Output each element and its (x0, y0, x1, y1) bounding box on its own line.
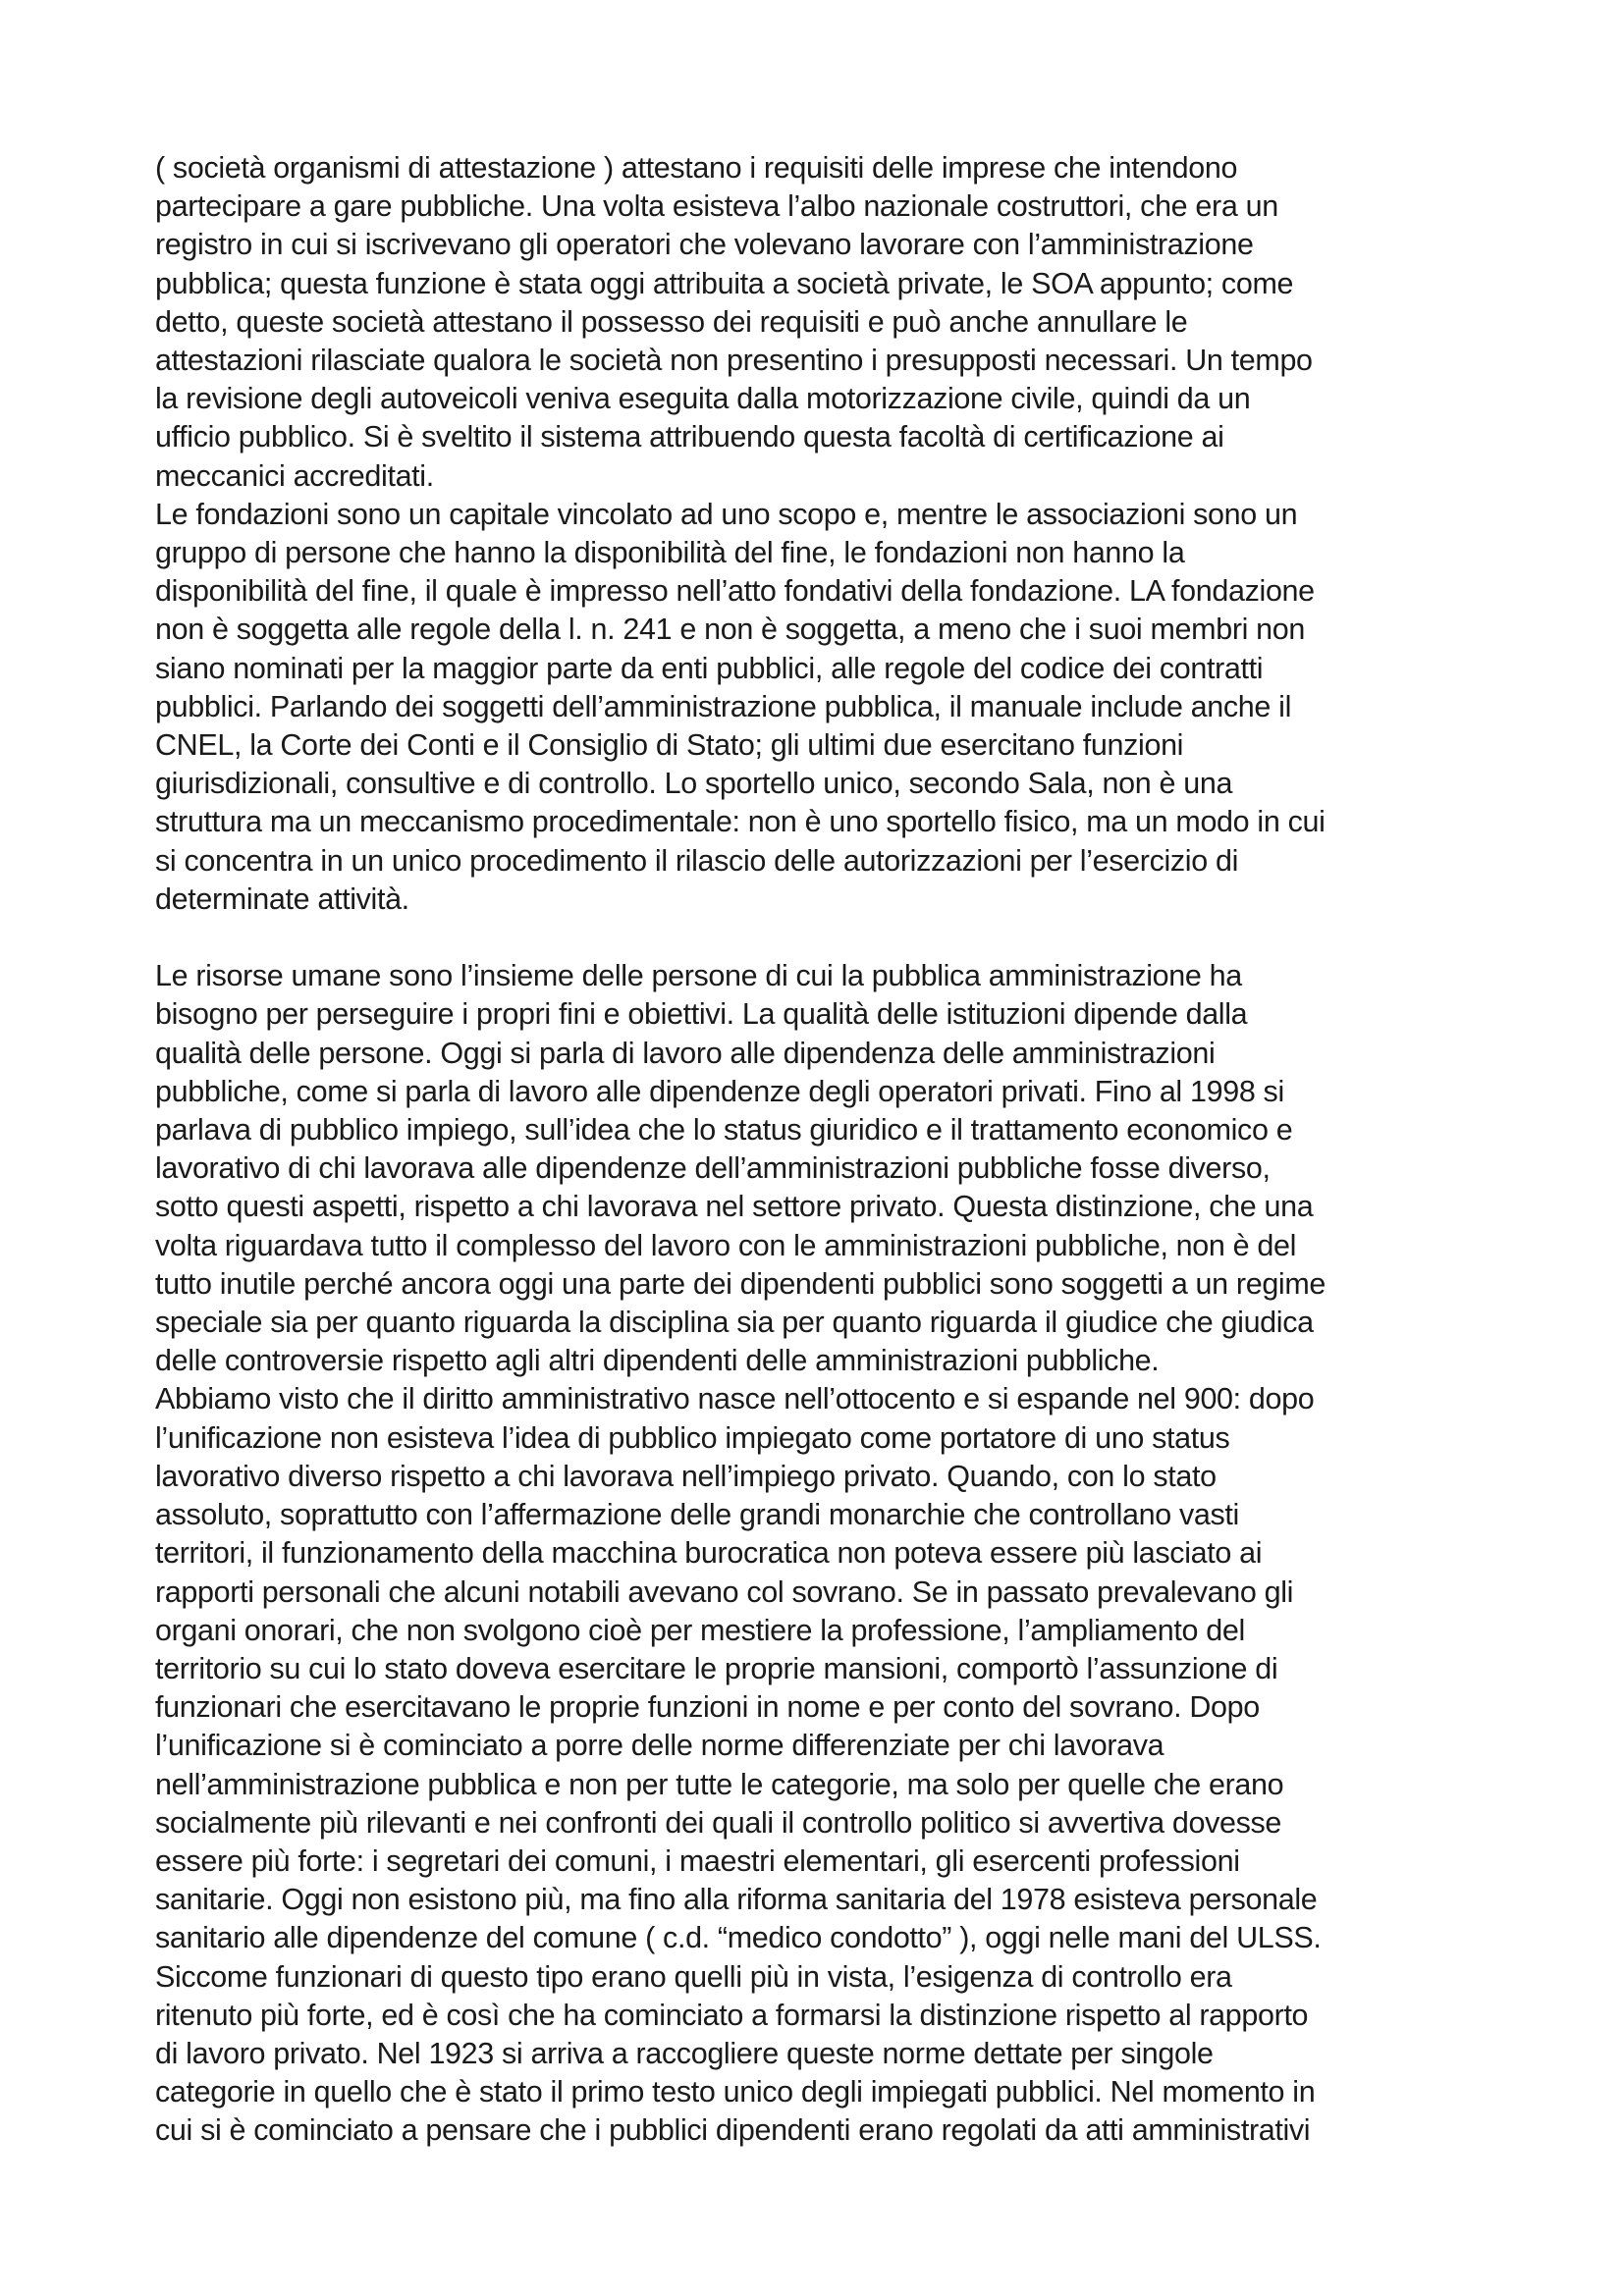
text-line: parlava di pubblico impiego, sull’idea che lo status giuridico e il trattamento economico e (155, 1113, 1293, 1148)
document-page (155, 149, 1483, 2151)
text-line: l’unificazione si è cominciato a porre delle norme differenziate per chi lavorava (155, 1729, 1164, 1763)
text-line: territori, il funzionamento della macchina burocratica non poteva essere più lasciato ai (155, 1536, 1263, 1571)
text-line: di lavoro privato. Nel 1923 si arriva a raccogliere queste norme dettate per singole (155, 2036, 1214, 2070)
text-line: attestazioni rilasciate qualora le società non presentino i presupposti necessari. Un tempo (155, 344, 1313, 378)
paragraph-fondazioni (155, 496, 1483, 919)
text-line: si concentra in un unico procedimento il rilascio delle autorizzazioni per l’esercizio di (155, 843, 1238, 878)
text-line: assoluto, soprattutto con l’affermazione delle grandi monarchie che controllano vasti (155, 1498, 1239, 1532)
text-line: ( società organismi di attestazione ) attestano i requisiti delle imprese che intendono (155, 151, 1238, 185)
text-line: cui si è cominciato a pensare che i pubblici dipendenti erano regolati da atti amministrativi (155, 2113, 1311, 2148)
text-line: Le fondazioni sono un capitale vincolato ad uno scopo e, mentre le associazioni sono un (155, 497, 1298, 531)
text-line: pubbliche, come si parla di lavoro alle dipendenze degli operatori privati. Fino al 1998 si (155, 1074, 1284, 1108)
text-line: ufficio pubblico. Si è sveltito il sistema attribuendo questa facoltà di certificazione ai (155, 420, 1224, 454)
text-line: Le risorse umane sono l’insieme delle persone di cui la pubblica amministrazione ha (155, 959, 1242, 993)
text-line: pubblica; questa funzione è stata oggi attribuita a società private, le SOA appunto; come (155, 266, 1294, 300)
text-line: volta riguardava tutto il complesso del lavoro con le amministrazioni pubbliche, non è del (155, 1228, 1297, 1262)
text-line: disponibilità del fine, il quale è impresso nell’atto fondativi della fondazione. LA fondazione (155, 574, 1315, 609)
text-line: ritenuto più forte, ed è così che ha cominciato a formarsi la distinzione rispetto al rapporto (155, 1998, 1309, 2032)
text-line: bisogno per perseguire i propri fini e obiettivi. La qualità delle istituzioni dipende dalla (155, 997, 1248, 1032)
paragraph-soa-attestation (155, 149, 1483, 496)
text-line: sanitario alle dipendenze del comune ( c.d. “medico condotto” ), oggi nelle mani del ULSS. (155, 1921, 1322, 1955)
text-line: lavorativo di chi lavorava alle dipendenze dell’amministrazioni pubbliche fosse diverso, (155, 1151, 1271, 1186)
text-line: la revisione degli autoveicoli veniva eseguita dalla motorizzazione civile, quindi da un (155, 382, 1251, 416)
text-line: sotto questi aspetti, rispetto a chi lavorava nel settore privato. Questa distinzione, che una (155, 1190, 1314, 1224)
text-line: rapporti personali che alcuni notabili avevano col sovrano. Se in passato prevalevano gli (155, 1575, 1294, 1609)
text-line: delle controversie rispetto agli altri dipendenti delle amministrazioni pubbliche. (155, 1344, 1160, 1378)
text-line: l’unificazione non esisteva l’idea di pubblico impiegato come portatore di uno status (155, 1420, 1230, 1455)
text-line: giurisdizionali, consultive e di controllo. Lo sportello unico, secondo Sala, non è una (155, 767, 1233, 801)
text-line: sanitarie. Oggi non esistono più, ma fino alla riforma sanitaria del 1978 esisteva personale (155, 1883, 1318, 1917)
text-line: nell’amministrazione pubblica e non per tutte le categorie, ma solo per quelle che erano (155, 1767, 1284, 1801)
text-line: categorie in quello che è stato il primo testo unico degli impiegati pubblici. Nel momento in (155, 2075, 1316, 2109)
text-line: speciale sia per quanto riguarda la disciplina sia per quanto riguarda il giudice che giudica (155, 1306, 1314, 1340)
text-line: pubblici. Parlando dei soggetti dell’amministrazione pubblica, il manuale include anche il (155, 689, 1292, 723)
text-line: non è soggetta alle regole della l. n. 241 e non è soggetta, a meno che i suoi membri non (155, 613, 1306, 647)
paragraph-diritto-amministrativo (155, 1380, 1483, 2150)
text-line: socialmente più rilevanti e nei confronti dei quali il controllo politico si avvertiva dovesse (155, 1805, 1282, 1840)
text-line: qualità delle persone. Oggi si parla di lavoro alle dipendenza delle amministrazioni (155, 1036, 1216, 1070)
text-line: territorio su cui lo stato doveva esercitare le proprie mansioni, comportò l’assunzione di (155, 1651, 1278, 1685)
text-line: essere più forte: i segretari dei comuni, i maestri elementari, gli esercenti professioni (155, 1843, 1240, 1878)
text-line: gruppo di persone che hanno la disponibilità del fine, le fondazioni non hanno la (155, 536, 1185, 570)
text-line: Siccome funzionari di questo tipo erano quelli più in vista, l’esigenza di controllo era (155, 1959, 1232, 1994)
text-line: siano nominati per la maggior parte da enti pubblici, alle regole del codice dei contratti (155, 651, 1264, 685)
text-line: partecipare a gare pubbliche. Una volta esisteva l’albo nazionale costruttori, che era un (155, 189, 1278, 224)
paragraph-spacer (155, 919, 1483, 957)
text-line: organi onorari, che non svolgono cioè per mestiere la professione, l’ampliamento del (155, 1613, 1245, 1647)
text-line: meccanici accreditati. (155, 458, 434, 493)
text-line: lavorativo diverso rispetto a chi lavorava nell’impiego privato. Quando, con lo stato (155, 1459, 1217, 1493)
text-line: determinate attività. (155, 881, 409, 916)
text-line: funzionari che esercitavano le proprie funzioni in nome e per conto del sovrano. Dopo (155, 1690, 1260, 1725)
paragraph-risorse-umane (155, 957, 1483, 1380)
text-line: detto, queste società attestano il possesso dei requisiti e può anche annullare le (155, 304, 1188, 339)
text-line: tutto inutile perché ancora oggi una parte dei dipendenti pubblici sono soggetti a un regime (155, 1266, 1326, 1301)
text-line: Abbiamo visto che il diritto amministrativo nasce nell’ottocento e si espande nel 900: dopo (155, 1382, 1315, 1416)
text-line: struttura ma un meccanismo procedimentale: non è uno sportello fisico, ma un modo in cui (155, 805, 1326, 839)
text-line: CNEL, la Corte dei Conti e il Consiglio di Stato; gli ultimi due esercitano funzioni (155, 728, 1184, 763)
text-line: registro in cui si iscrivevano gli operatori che volevano lavorare con l’amministrazione (155, 228, 1254, 262)
